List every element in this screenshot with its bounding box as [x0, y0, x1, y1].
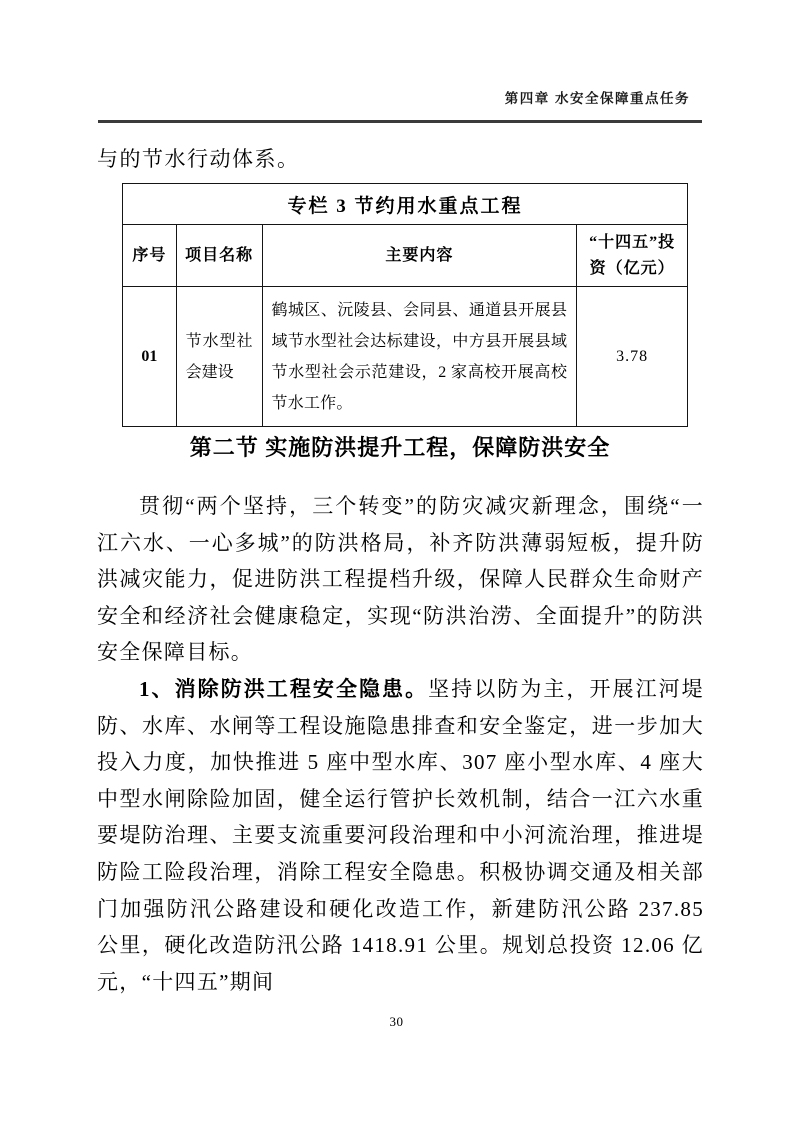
column-header-investment: “十四五”投资（亿元） — [577, 225, 688, 287]
section-heading: 第二节 实施防洪提升工程，保障防洪安全 — [189, 435, 611, 460]
paragraph-2 — [97, 671, 704, 1000]
page-number: 30 — [389, 1014, 404, 1029]
table-title-row — [123, 184, 688, 225]
cell-project-name: 节水型社会建设 — [176, 287, 262, 427]
running-header-chapter: 第四章 水安全保障重点任务 — [504, 91, 690, 106]
column-header-project-name: 项目名称 — [176, 225, 262, 287]
cell-main-content: 鹤城区、沅陵县、会同县、通道县开展县域节水型社会达标建设，中方县开展县域节水型社会示范建设，2 家高校开展高校节水工作。 — [262, 287, 577, 427]
table-row — [123, 287, 688, 427]
body-text — [97, 488, 704, 1000]
intro-text: 与的节水行动体系。 — [97, 147, 300, 171]
header-rule — [98, 120, 702, 123]
table-title: 专栏 3 节约用水重点工程 — [123, 184, 688, 225]
column-header-main-content: 主要内容 — [262, 225, 577, 287]
column-header-no: 序号 — [123, 225, 177, 287]
paragraph-1: 贯彻“两个坚持，三个转变”的防灾减灾新理念，围绕“一江六水、一心多城”的防洪格局，补齐防洪薄弱短板，提升防洪减灾能力，促进防洪工程提档升级，保障人民群众生命财产安全和经济社会健康稳定，实现“防洪治涝、全面提升”的防洪安全保障目标。 — [97, 494, 704, 665]
box-table — [122, 183, 688, 427]
cell-no: 01 — [123, 287, 177, 427]
paragraph-2-lead: 1、消除防洪工程安全隐患。 — [139, 676, 429, 701]
paragraph-2-body: 坚持以防为主，开展江河堤防、水库、水闸等工程设施隐患排查和安全鉴定，进一步加大投入力度，加快推进 5 座中型水库、307 座小型水库、4 座大中型水闸除险加固，健全运行管护长效机制，结合一江六水重要堤防治理、主要支流重要河段治理和中小河流治理，推进堤防险工险段治理，消除工程安全隐患。积极协调交通及相关部门加强防汛公路建设和硬化改造工作，新建防汛公路 237.85 公里，硬化改造防汛公路 1418.91 公里。规划总投资 12.06 亿元，“十四五”期间 — [97, 676, 704, 994]
table-header-row — [123, 225, 688, 287]
cell-investment: 3.78 — [577, 287, 688, 427]
